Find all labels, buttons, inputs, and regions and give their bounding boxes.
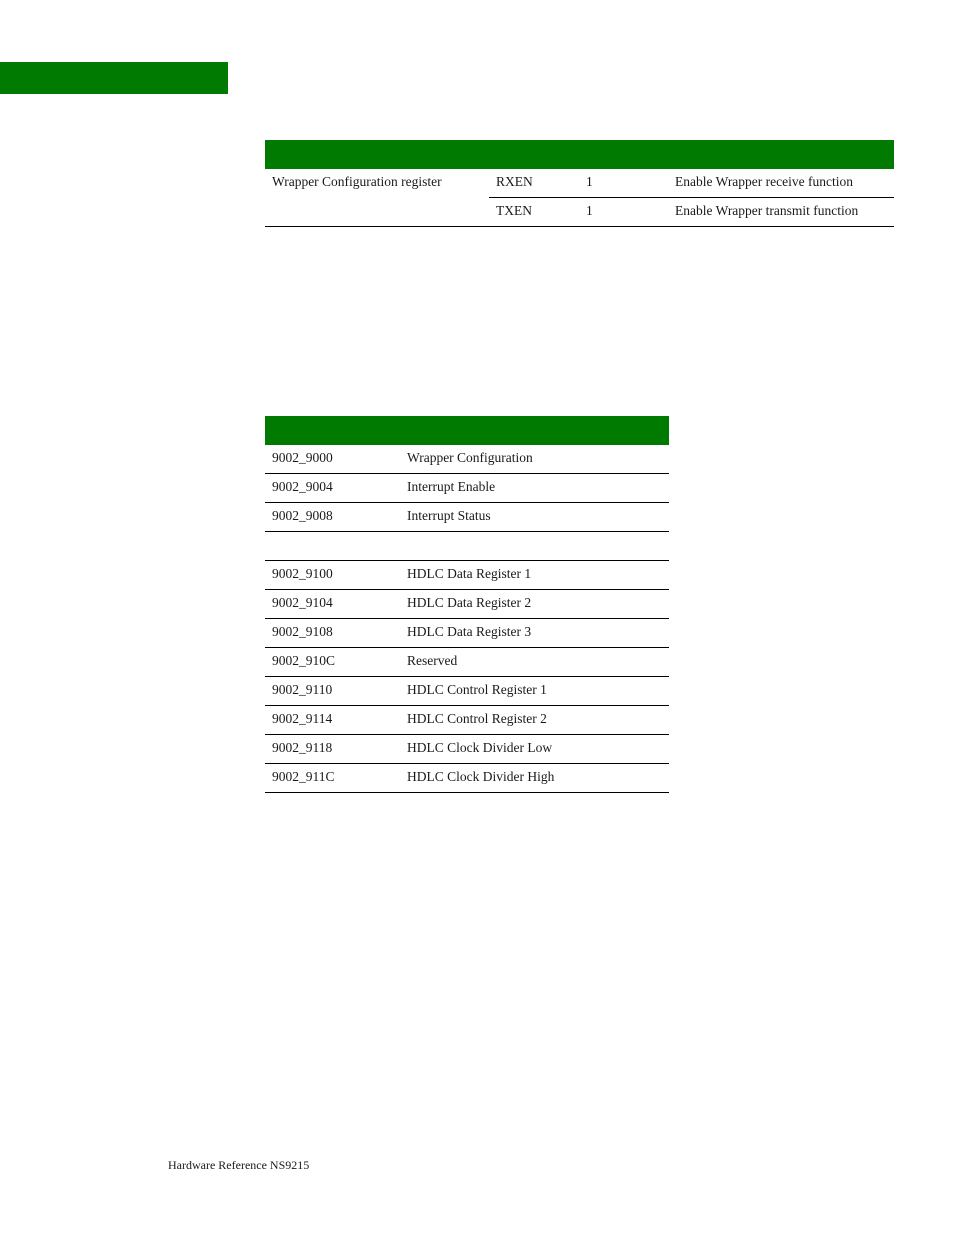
register-cell: Interrupt Status bbox=[400, 503, 669, 532]
table-row bbox=[265, 764, 669, 793]
field-cell: TXEN bbox=[489, 198, 579, 227]
register-cell: HDLC Clock Divider Low bbox=[400, 735, 669, 764]
wrapper-config-table bbox=[265, 140, 894, 227]
function-cell: Enable Wrapper receive function bbox=[668, 169, 894, 198]
register-name-cell: Wrapper Configuration register bbox=[272, 174, 442, 189]
value-cell: 1 bbox=[579, 198, 668, 227]
field-cell: RXEN bbox=[489, 169, 579, 198]
table-row bbox=[265, 619, 669, 648]
register-cell bbox=[400, 532, 669, 561]
register-cell: HDLC Clock Divider High bbox=[400, 764, 669, 793]
register-cell: Reserved bbox=[400, 648, 669, 677]
register-cell: HDLC Control Register 2 bbox=[400, 706, 669, 735]
register-cell: HDLC Data Register 1 bbox=[400, 561, 669, 590]
address-cell: 9002_9100 bbox=[265, 561, 400, 590]
register-cell: HDLC Data Register 3 bbox=[400, 619, 669, 648]
address-cell: 9002_910C bbox=[265, 648, 400, 677]
function-cell: Enable Wrapper transmit function bbox=[668, 198, 894, 227]
table-row bbox=[265, 532, 669, 561]
register-cell: Wrapper Configuration bbox=[400, 445, 669, 474]
value-cell: 1 bbox=[579, 169, 668, 198]
table-row bbox=[265, 169, 894, 198]
register-cell: Interrupt Enable bbox=[400, 474, 669, 503]
table-header-row bbox=[265, 416, 669, 445]
address-cell: 9002_9114 bbox=[265, 706, 400, 735]
table-row bbox=[265, 590, 669, 619]
table-row bbox=[265, 735, 669, 764]
register-cell: HDLC Control Register 1 bbox=[400, 677, 669, 706]
table-row bbox=[265, 503, 669, 532]
address-cell: 9002_9110 bbox=[265, 677, 400, 706]
table-row bbox=[265, 445, 669, 474]
table-row bbox=[265, 198, 894, 227]
table-row bbox=[265, 677, 669, 706]
table-row bbox=[265, 561, 669, 590]
page-footer: Hardware Reference NS9215 bbox=[168, 1158, 310, 1172]
chapter-header-bar bbox=[0, 62, 228, 94]
register-cell: HDLC Data Register 2 bbox=[400, 590, 669, 619]
table-header-row bbox=[265, 140, 894, 169]
address-cell: 9002_9108 bbox=[265, 619, 400, 648]
address-cell: 9002_9104 bbox=[265, 590, 400, 619]
address-cell bbox=[265, 532, 400, 561]
table-row bbox=[265, 648, 669, 677]
table-row bbox=[265, 706, 669, 735]
address-cell: 9002_9008 bbox=[265, 503, 400, 532]
address-cell: 9002_9004 bbox=[265, 474, 400, 503]
table-row bbox=[265, 474, 669, 503]
address-cell: 9002_9118 bbox=[265, 735, 400, 764]
register-address-table bbox=[265, 416, 669, 793]
register-name-cell bbox=[265, 198, 489, 227]
address-cell: 9002_911C bbox=[265, 764, 400, 793]
address-cell: 9002_9000 bbox=[265, 445, 400, 474]
